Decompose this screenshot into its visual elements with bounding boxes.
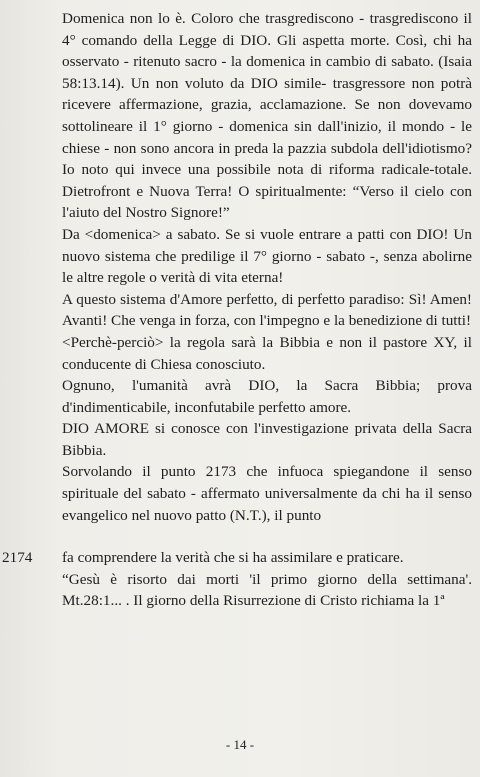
paragraph: Da <domenica> a sabato. Se si vuole entrare a patti con DIO! Un nuovo sistema che predilige il 7° giorno - sabato -, senza abolirne le altre regole o verità di vita eterna! — [62, 225, 472, 287]
paragraph: <Perchè-perciò> la regola sarà la Bibbia e non il pastore XY, il conducente di Chiesa conosciuto. — [62, 333, 472, 373]
page-number: - 14 - — [225, 737, 255, 752]
paragraph: Domenica non lo è. Coloro che trasgrediscono - trasgrediscono il 4° comando della Legge di DIO. Gli aspetta morte. Così, chi ha osservato - ritenuto sacro - la domenica in cambio di sabato. (Isaia 58:13.14). Un non voluto da DIO simile- trasgressore non potrà ricevere affermazione, grazia, acclamazione. Se non dovevamo sottolineare il 1° giorno - domenica sin dall'inizio, il mondo - le chiese - non sono ancora in preda la pazzia subdola dell'idiotismo? Io noto qui invece una possibile nota di riforma radicale-totale. Dietrofront e Nuova Terra! O spiritualmente: “Verso il cielo con l'aiuto del Nostro Signore!” — [62, 10, 472, 222]
section-number: 2174 — [2, 549, 33, 567]
paragraph: fa comprendere la verità che si ha assimilare e praticare. — [62, 549, 404, 567]
paragraph: A questo sistema d'Amore perfetto, di perfetto paradiso: Sì! Amen! Avanti! Che venga in forza, con l'impegno e la benedizione di tutti! — [62, 290, 472, 330]
paragraph: Sorvolando il punto 2173 che infuoca spiegandone il senso spirituale del sabato - affermato universalmente da chi ha il senso evangelico nel nuovo patto (N.T.), il punto — [62, 463, 472, 524]
main-text — [2, 8, 472, 612]
paragraph: “Gesù è risorto dai morti 'il primo giorno della settimana'. Mt.28:1... . Il giorno della Risurrezione di Cristo richiama la 1ª — [62, 570, 472, 610]
paragraph: DIO AMORE si conosce con l'investigazione privata della Sacra Bibbia. — [62, 420, 472, 459]
paragraph: Ognuno, l'umanità avrà DIO, la Sacra Bibbia; prova d'indimenticabile, inconfutabile perfetto amore. — [62, 377, 472, 416]
